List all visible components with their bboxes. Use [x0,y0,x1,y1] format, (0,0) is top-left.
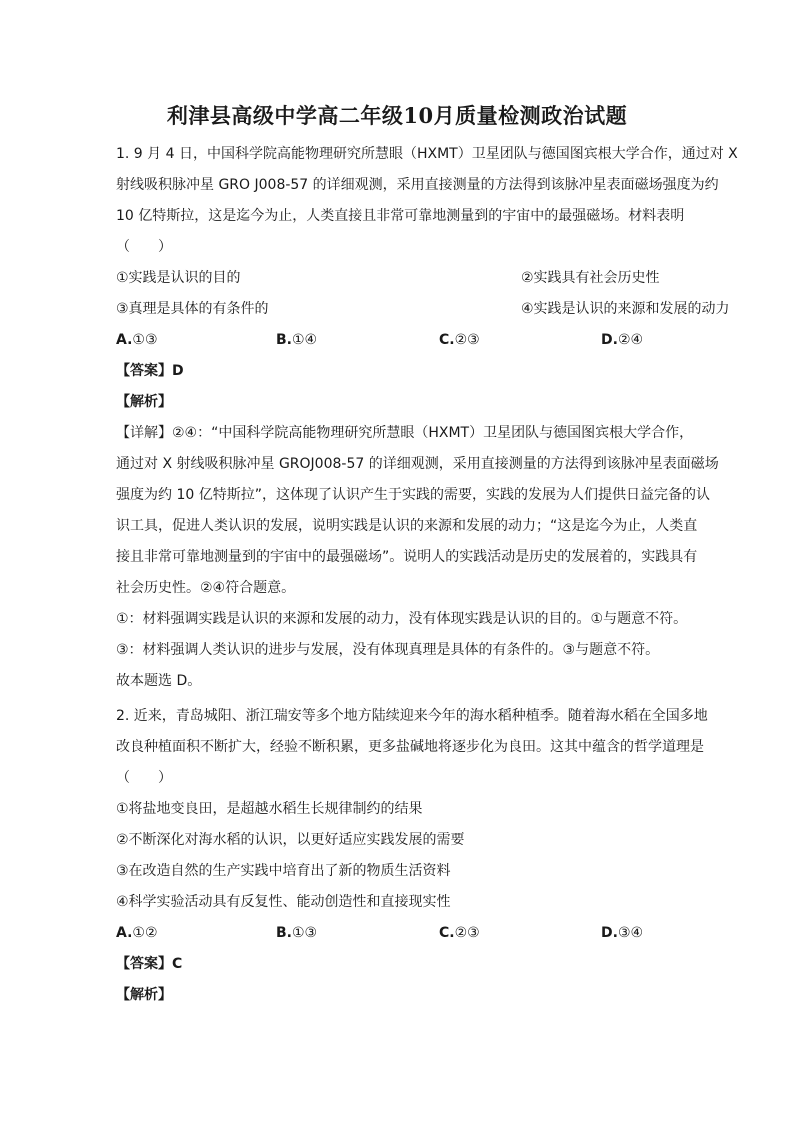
q1-detail-line: 【详解】②④：“中国科学院高能物理研究所慧眼（HXMT）卫星团队与德国图宾根大学合作， [116,425,694,441]
q1-statement: ②实践具有社会历史性 [521,270,660,286]
q1-option-c[interactable]: C.②③ [439,332,480,348]
q2-option-b[interactable]: B.①③ [276,925,318,941]
q2-statement: ①将盐地变良田，是超越水稻生长规律制约的结果 [116,801,423,817]
q1-detail-line: ①：材料强调实践是认识的来源和发展的动力，没有体现实践是认识的目的。①与题意不符。 [116,611,688,627]
q1-detail-line: 强度为约 10 亿特斯拉”，这体现了认识产生于实践的需要，实践的发展为人们提供日益完备的认 [116,487,710,503]
q2-analysis-label: 【解析】 [116,987,172,1003]
q2-stem-line: 改良种植面积不断扩大，经验不断积累，更多盐碱地将逐步化为良田。这其中蕴含的哲学道理是 [116,739,704,755]
q1-answer: 【答案】D [116,363,184,379]
q1-statement-row [116,267,706,289]
q1-statement: ③真理是具体的有条件的 [116,301,269,317]
q1-stem-line: （ ） [116,239,172,255]
q1-detail-line: 通过对 X 射线吸积脉冲星 GROJ008-57 的详细观测，采用直接测量的方法得到该脉冲星表面磁场 [116,456,719,472]
q2-statement: ②不断深化对海水稻的认识，以更好适应实践发展的需要 [116,832,465,848]
q1-stem-line: 10 亿特斯拉，这是迄今为止，人类直接且非常可靠地测量到的宇宙中的最强磁场。材料表明 [116,208,685,224]
q1-option-b[interactable]: B.①④ [276,332,318,348]
q2-statement: ④科学实验活动具有反复性、能动创造性和直接现实性 [116,894,451,910]
q1-statement: ①实践是认识的目的 [116,270,241,286]
q2-option-c[interactable]: C.②③ [439,925,480,941]
q1-statement-row [116,298,730,320]
q1-stem-line: 射线吸积脉冲星 GRO J008-57 的详细观测，采用直接测量的方法得到该脉冲星表面磁场强度为约 [116,177,719,193]
q2-option-d[interactable]: D.③④ [601,925,644,941]
q2-stem-line: 2. 近来，青岛城阳、浙江瑞安等多个地方陆续迎来今年的海水稻种植季。随着海水稻在全国多地 [116,708,708,724]
q2-stem-line: （ ） [116,770,172,786]
q1-detail-line: 识工具，促进人类认识的发展，说明实践是认识的来源和发展的动力；“这是迄今为止，人类直 [116,518,698,534]
q1-analysis-label: 【解析】 [116,394,172,410]
q1-stem-line: 1. 9 月 4 日，中国科学院高能物理研究所慧眼（HXMT）卫星团队与德国图宾根大学合作，通过对 X [116,146,738,162]
q2-answer: 【答案】C [116,956,183,972]
q1-detail-line: 故本题选 D。 [116,673,202,689]
q1-option-a[interactable]: A.①③ [116,332,158,348]
q1-detail-line: 接且非常可靠地测量到的宇宙中的最强磁场”。说明人的实践活动是历史的发展着的，实践具有 [116,549,698,565]
page-title: 利津县高级中学高二年级10月质量检测政治试题 [166,103,628,128]
q2-option-a[interactable]: A.①② [116,925,158,941]
q2-statement: ③在改造自然的生产实践中培育出了新的物质生活资料 [116,863,451,879]
q1-option-d[interactable]: D.②④ [601,332,644,348]
q1-statement: ④实践是认识的来源和发展的动力 [521,301,730,317]
q1-detail-line: 社会历史性。②④符合题意。 [116,580,296,596]
q1-detail-line: ③：材料强调人类认识的进步与发展，没有体现真理是具体的有条件的。③与题意不符。 [116,642,660,658]
